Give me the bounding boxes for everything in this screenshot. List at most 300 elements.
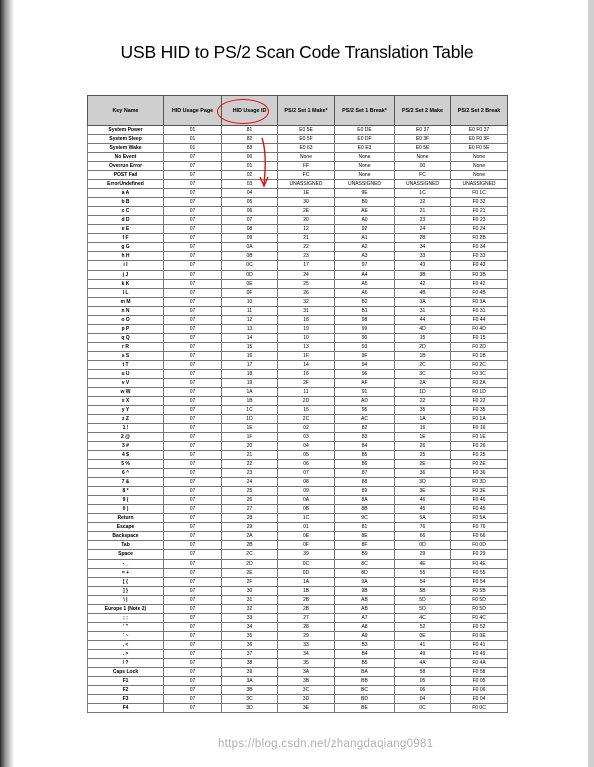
cell-set2-break: F0 06: [451, 685, 508, 694]
cell-usage-id: 36: [222, 640, 278, 649]
cell-set1-break: 92: [335, 225, 395, 234]
cell-set1-make: UNASSIGNED: [278, 180, 335, 189]
cell-set2-break: F0 5B: [451, 586, 508, 595]
cell-set2-break: F0 3A: [451, 297, 508, 306]
cell-set1-make: 1A: [278, 577, 335, 586]
cell-set2-make: 2C: [395, 360, 451, 369]
cell-usage-id: 28: [222, 514, 278, 523]
cell-key-name: Escape: [88, 523, 164, 532]
cell-set2-make: 22: [395, 396, 451, 405]
cell-key-name: x X: [88, 396, 164, 405]
cell-set1-make: 25: [278, 279, 335, 288]
cell-usage-id: 02: [222, 171, 278, 180]
cell-set1-make: 27: [278, 613, 335, 622]
cell-set1-break: BC: [335, 685, 395, 694]
cell-usage-id: 24: [222, 478, 278, 487]
cell-set2-make: 26: [395, 442, 451, 451]
cell-set2-break: F0 26: [451, 442, 508, 451]
cell-key-name: j J: [88, 270, 164, 279]
cell-set2-make: 4E: [395, 559, 451, 568]
cell-key-name: l L: [88, 288, 164, 297]
cell-set1-make: 2B: [278, 595, 335, 604]
cell-set2-make: 0D: [395, 541, 451, 550]
cell-set1-make: 1C: [278, 514, 335, 523]
cell-usage-id: 81: [222, 126, 278, 135]
cell-key-name: 9 (: [88, 496, 164, 505]
cell-set1-break: 81: [335, 523, 395, 532]
cell-usage-id: 30: [222, 586, 278, 595]
cell-set1-make: 0B: [278, 505, 335, 514]
cell-usage-page: 07: [164, 324, 222, 333]
cell-usage-page: 07: [164, 369, 222, 378]
cell-key-name: y Y: [88, 405, 164, 414]
cell-set2-make: E0 5E: [395, 144, 451, 153]
cell-usage-page: 07: [164, 252, 222, 261]
header-ps2-set2-break: PS/2 Set 2 Break: [451, 96, 508, 126]
cell-usage-id: 00: [222, 153, 278, 162]
cell-usage-page: 07: [164, 243, 222, 252]
cell-usage-page: 07: [164, 704, 222, 713]
cell-usage-page: 07: [164, 559, 222, 568]
cell-usage-id: 26: [222, 496, 278, 505]
cell-set2-make: 1B: [395, 351, 451, 360]
cell-set1-break: A4: [335, 270, 395, 279]
cell-set2-make: 32: [395, 198, 451, 207]
cell-key-name: [ {: [88, 577, 164, 586]
cell-set2-break: E0 F0 3F: [451, 135, 508, 144]
cell-usage-id: 37: [222, 649, 278, 658]
cell-usage-id: 0D: [222, 270, 278, 279]
cell-set2-make: 35: [395, 405, 451, 414]
cell-set2-break: F0 66: [451, 532, 508, 541]
cell-key-name: Backspace: [88, 532, 164, 541]
cell-set1-make: 2C: [278, 415, 335, 424]
cell-set2-make: 4A: [395, 658, 451, 667]
cell-set2-make: 23: [395, 216, 451, 225]
cell-usage-page: 01: [164, 144, 222, 153]
cell-key-name: Tab: [88, 541, 164, 550]
cell-set1-break: A6: [335, 288, 395, 297]
cell-set2-break: F0 4E: [451, 559, 508, 568]
cell-usage-id: 25: [222, 487, 278, 496]
cell-usage-page: 07: [164, 694, 222, 703]
cell-set1-break: 91: [335, 387, 395, 396]
cell-usage-page: 07: [164, 541, 222, 550]
cell-key-name: Overrun Error: [88, 162, 164, 171]
cell-set1-make: 16: [278, 369, 335, 378]
cell-set1-make: 05: [278, 451, 335, 460]
cell-set1-break: A7: [335, 613, 395, 622]
cell-set2-break: F0 76: [451, 523, 508, 532]
header-ps2-set1-break: PS/2 Set 1 Break*: [335, 96, 395, 126]
cell-usage-id: 34: [222, 622, 278, 631]
cell-set1-make: 3D: [278, 694, 335, 703]
cell-key-name: v V: [88, 378, 164, 387]
cell-key-name: . >: [88, 649, 164, 658]
cell-set2-make: E0 3F: [395, 135, 451, 144]
cell-usage-page: 07: [164, 640, 222, 649]
cell-usage-id: 16: [222, 351, 278, 360]
cell-set2-break: F0 43: [451, 261, 508, 270]
cell-usage-id: 83: [222, 144, 278, 153]
cell-key-name: / ?: [88, 658, 164, 667]
cell-set1-make: 1F: [278, 351, 335, 360]
cell-set2-make: 1E: [395, 433, 451, 442]
cell-usage-id: 22: [222, 460, 278, 469]
cell-usage-id: 0E: [222, 279, 278, 288]
cell-set2-break: F0 35: [451, 405, 508, 414]
cell-set2-break: F0 4B: [451, 288, 508, 297]
cell-set2-break: F0 3D: [451, 478, 508, 487]
cell-set2-break: F0 22: [451, 396, 508, 405]
cell-set1-break: B3: [335, 640, 395, 649]
cell-set2-make: 41: [395, 640, 451, 649]
cell-key-name: a A: [88, 189, 164, 198]
cell-set1-break: A8: [335, 622, 395, 631]
cell-usage-page: 07: [164, 207, 222, 216]
cell-usage-page: 07: [164, 622, 222, 631]
cell-set2-make: 5D: [395, 604, 451, 613]
cell-set1-break: 9B: [335, 586, 395, 595]
cell-key-name: i I: [88, 261, 164, 270]
cell-set1-break: BE: [335, 704, 395, 713]
cell-key-name: Space: [88, 550, 164, 559]
cell-key-name: 3 #: [88, 442, 164, 451]
cell-set2-make: 29: [395, 550, 451, 559]
cell-set2-make: 4C: [395, 613, 451, 622]
cell-usage-id: 2F: [222, 577, 278, 586]
cell-set2-make: 25: [395, 451, 451, 460]
cell-set2-make: 76: [395, 523, 451, 532]
cell-set1-break: 9F: [335, 351, 395, 360]
cell-key-name: b B: [88, 198, 164, 207]
cell-key-name: \ |: [88, 595, 164, 604]
cell-set2-make: 2B: [395, 234, 451, 243]
cell-set2-break: F0 5A: [451, 514, 508, 523]
cell-set1-break: None: [335, 171, 395, 180]
cell-set1-make: 03: [278, 433, 335, 442]
cell-usage-page: 07: [164, 342, 222, 351]
cell-set2-break: F0 49: [451, 649, 508, 658]
cell-set2-make: 5A: [395, 514, 451, 523]
cell-set2-break: F0 3E: [451, 487, 508, 496]
cell-usage-id: 1C: [222, 405, 278, 414]
cell-set1-break: 8B: [335, 505, 395, 514]
cell-set1-make: 14: [278, 360, 335, 369]
cell-set1-make: 31: [278, 306, 335, 315]
cell-set1-make: 13: [278, 342, 335, 351]
cell-set2-break: F0 1D: [451, 387, 508, 396]
cell-set2-break: F0 54: [451, 577, 508, 586]
cell-set2-break: F0 23: [451, 216, 508, 225]
cell-usage-page: 07: [164, 180, 222, 189]
cell-set2-break: F0 5D: [451, 604, 508, 613]
cell-set1-break: A1: [335, 234, 395, 243]
cell-usage-id: 29: [222, 523, 278, 532]
cell-set2-make: 31: [395, 306, 451, 315]
cell-usage-page: 07: [164, 433, 222, 442]
cell-usage-page: 07: [164, 442, 222, 451]
cell-set1-make: 34: [278, 649, 335, 658]
cell-set2-break: F0 2B: [451, 234, 508, 243]
cell-set2-break: F0 15: [451, 333, 508, 342]
cell-set2-break: F0 4D: [451, 324, 508, 333]
cell-set2-make: 04: [395, 694, 451, 703]
cell-usage-id: 1F: [222, 433, 278, 442]
cell-set2-break: F0 3B: [451, 270, 508, 279]
cell-set1-make: 3B: [278, 676, 335, 685]
cell-set1-make: 0D: [278, 568, 335, 577]
cell-set1-break: A9: [335, 631, 395, 640]
cell-key-name: n N: [88, 306, 164, 315]
cell-key-name: F3: [88, 694, 164, 703]
cell-set1-break: 99: [335, 324, 395, 333]
cell-usage-page: 07: [164, 360, 222, 369]
cell-set2-break: UNASSIGNED: [451, 180, 508, 189]
cell-set1-break: None: [335, 162, 395, 171]
cell-set2-make: 49: [395, 649, 451, 658]
cell-key-name: POST Fail: [88, 171, 164, 180]
cell-set1-make: 3E: [278, 704, 335, 713]
cell-set2-make: 3C: [395, 369, 451, 378]
cell-usage-id: 27: [222, 505, 278, 514]
cell-key-name: System Power: [88, 126, 164, 135]
cell-set1-make: 09: [278, 487, 335, 496]
header-ps2-set1-make: PS/2 Set 1 Make*: [278, 96, 335, 126]
cell-set2-make: 0E: [395, 631, 451, 640]
cell-set1-break: A3: [335, 252, 395, 261]
cell-usage-id: 10: [222, 297, 278, 306]
cell-set1-break: 87: [335, 469, 395, 478]
cell-usage-id: 1D: [222, 415, 278, 424]
cell-key-name: Caps Lock: [88, 667, 164, 676]
cell-usage-page: 07: [164, 153, 222, 162]
cell-set1-make: E0 63: [278, 144, 335, 153]
cell-usage-page: 07: [164, 460, 222, 469]
cell-key-name: g G: [88, 243, 164, 252]
cell-set1-break: 82: [335, 424, 395, 433]
cell-set1-break: E0 DF: [335, 135, 395, 144]
cell-usage-page: 07: [164, 586, 222, 595]
cell-usage-id: 17: [222, 360, 278, 369]
cell-set2-make: 52: [395, 622, 451, 631]
cell-set1-make: 07: [278, 469, 335, 478]
cell-set2-make: 44: [395, 315, 451, 324]
cell-usage-id: 13: [222, 324, 278, 333]
cell-set1-break: 88: [335, 478, 395, 487]
cell-set1-break: A5: [335, 279, 395, 288]
cell-key-name: 4 $: [88, 451, 164, 460]
cell-key-name: k K: [88, 279, 164, 288]
cell-set1-break: 84: [335, 442, 395, 451]
cell-set1-make: 0F: [278, 541, 335, 550]
cell-set2-make: 4D: [395, 324, 451, 333]
cell-usage-id: 2E: [222, 568, 278, 577]
cell-set1-make: 0A: [278, 496, 335, 505]
cell-key-name: w W: [88, 387, 164, 396]
cell-usage-page: 07: [164, 478, 222, 487]
cell-set2-make: 2E: [395, 460, 451, 469]
cell-usage-id: 0C: [222, 261, 278, 270]
cell-set1-break: AD: [335, 396, 395, 405]
cell-key-name: ` ~: [88, 631, 164, 640]
cell-set2-make: 36: [395, 469, 451, 478]
cell-set1-break: 8C: [335, 559, 395, 568]
cell-key-name: 2 @: [88, 433, 164, 442]
cell-set2-make: 45: [395, 505, 451, 514]
cell-set2-break: F0 3C: [451, 369, 508, 378]
cell-key-name: ] }: [88, 586, 164, 595]
cell-usage-id: 12: [222, 315, 278, 324]
cell-key-name: h H: [88, 252, 164, 261]
cell-set1-break: 85: [335, 451, 395, 460]
cell-set1-make: 02: [278, 424, 335, 433]
cell-set2-make: 3E: [395, 487, 451, 496]
cell-set2-make: 33: [395, 252, 451, 261]
cell-set2-make: 66: [395, 532, 451, 541]
cell-set1-make: 0C: [278, 559, 335, 568]
cell-set2-make: 1A: [395, 415, 451, 424]
cell-usage-id: 0F: [222, 288, 278, 297]
cell-set1-make: 15: [278, 405, 335, 414]
cell-set2-break: F0 21: [451, 207, 508, 216]
cell-usage-id: 11: [222, 306, 278, 315]
cell-usage-id: 1E: [222, 424, 278, 433]
cell-usage-page: 07: [164, 198, 222, 207]
cell-usage-id: 33: [222, 613, 278, 622]
cell-set2-break: F0 5D: [451, 595, 508, 604]
cell-usage-page: 07: [164, 216, 222, 225]
cell-set2-break: F0 2D: [451, 342, 508, 351]
cell-set2-break: F0 1B: [451, 351, 508, 360]
cell-set2-break: F0 29: [451, 550, 508, 559]
cell-set1-make: 35: [278, 658, 335, 667]
cell-set1-break: E0 DE: [335, 126, 395, 135]
cell-set2-break: None: [451, 171, 508, 180]
cell-set2-break: F0 2C: [451, 360, 508, 369]
cell-usage-id: 1B: [222, 396, 278, 405]
cell-key-name: p P: [88, 324, 164, 333]
cell-key-name: 1 !: [88, 424, 164, 433]
cell-set2-break: F0 1C: [451, 189, 508, 198]
cell-key-name: f F: [88, 234, 164, 243]
cell-usage-id: 31: [222, 595, 278, 604]
cell-usage-id: 07: [222, 216, 278, 225]
cell-key-name: , <: [88, 640, 164, 649]
cell-set2-make: 3B: [395, 270, 451, 279]
cell-key-name: = +: [88, 568, 164, 577]
cell-usage-page: 07: [164, 396, 222, 405]
cell-set2-make: 15: [395, 333, 451, 342]
cell-usage-id: 01: [222, 162, 278, 171]
cell-key-name: 5 %: [88, 460, 164, 469]
cell-set2-break: F0 0E: [451, 631, 508, 640]
cell-usage-page: 07: [164, 514, 222, 523]
cell-set1-make: E0 5E: [278, 126, 335, 135]
cell-usage-id: 18: [222, 369, 278, 378]
cell-set2-break: F0 24: [451, 225, 508, 234]
cell-set1-make: 21: [278, 234, 335, 243]
cell-usage-id: 04: [222, 189, 278, 198]
cell-set1-break: 8D: [335, 568, 395, 577]
cell-set1-make: 01: [278, 523, 335, 532]
cell-set2-make: 4B: [395, 288, 451, 297]
cell-usage-page: 07: [164, 424, 222, 433]
cell-usage-id: 21: [222, 451, 278, 460]
cell-set1-make: 06: [278, 460, 335, 469]
cell-set2-break: F0 42: [451, 279, 508, 288]
cell-usage-page: 07: [164, 387, 222, 396]
cell-set2-break: F0 55: [451, 568, 508, 577]
cell-set2-break: F0 34: [451, 243, 508, 252]
cell-usage-id: 82: [222, 135, 278, 144]
header-hid-usage-id: HID Usage ID: [222, 96, 278, 126]
cell-key-name: ; :: [88, 613, 164, 622]
cell-usage-page: 07: [164, 234, 222, 243]
cell-set2-break: F0 32: [451, 198, 508, 207]
cell-usage-id: 2B: [222, 541, 278, 550]
cell-usage-page: 07: [164, 631, 222, 640]
cell-set2-make: 2A: [395, 378, 451, 387]
cell-set1-break: 94: [335, 360, 395, 369]
cell-usage-id: 3C: [222, 694, 278, 703]
cell-set2-make: 0C: [395, 704, 451, 713]
cell-set1-make: 08: [278, 478, 335, 487]
cell-key-name: No Event: [88, 153, 164, 162]
cell-set1-make: FF: [278, 162, 335, 171]
cell-set2-make: 16: [395, 424, 451, 433]
cell-usage-id: 05: [222, 198, 278, 207]
cell-set2-break: F0 25: [451, 451, 508, 460]
cell-set2-break: F0 1E: [451, 433, 508, 442]
cell-set1-make: 12: [278, 225, 335, 234]
cell-key-name: o O: [88, 315, 164, 324]
cell-set1-make: 3A: [278, 667, 335, 676]
cell-set1-break: A2: [335, 243, 395, 252]
cell-key-name: d D: [88, 216, 164, 225]
cell-set1-make: 0E: [278, 532, 335, 541]
cell-set1-break: 83: [335, 433, 395, 442]
cell-key-name: 7 &: [88, 478, 164, 487]
cell-usage-page: 07: [164, 261, 222, 270]
cell-usage-page: 07: [164, 568, 222, 577]
cell-key-name: System Sleep: [88, 135, 164, 144]
cell-set2-break: F0 2A: [451, 378, 508, 387]
cell-usage-page: 07: [164, 225, 222, 234]
cell-set2-break: F0 2E: [451, 460, 508, 469]
cell-set1-make: 20: [278, 216, 335, 225]
cell-set1-make: 1E: [278, 189, 335, 198]
cell-set1-break: B5: [335, 658, 395, 667]
cell-usage-page: 07: [164, 297, 222, 306]
cell-key-name: ' ": [88, 622, 164, 631]
cell-set2-break: F0 0D: [451, 541, 508, 550]
cell-set1-make: 28: [278, 622, 335, 631]
cell-set2-break: F0 46: [451, 496, 508, 505]
cell-set1-break: 90: [335, 333, 395, 342]
cell-set1-make: 30: [278, 198, 335, 207]
cell-set2-break: F0 45: [451, 505, 508, 514]
cell-set2-make: 00: [395, 162, 451, 171]
cell-set1-make: 04: [278, 442, 335, 451]
cell-set2-break: F0 4C: [451, 613, 508, 622]
cell-set1-break: E0 E3: [335, 144, 395, 153]
cell-set1-break: 93: [335, 342, 395, 351]
cell-usage-page: 07: [164, 415, 222, 424]
cell-set1-break: AB: [335, 604, 395, 613]
cell-set1-make: 10: [278, 333, 335, 342]
cell-set2-make: 42: [395, 279, 451, 288]
